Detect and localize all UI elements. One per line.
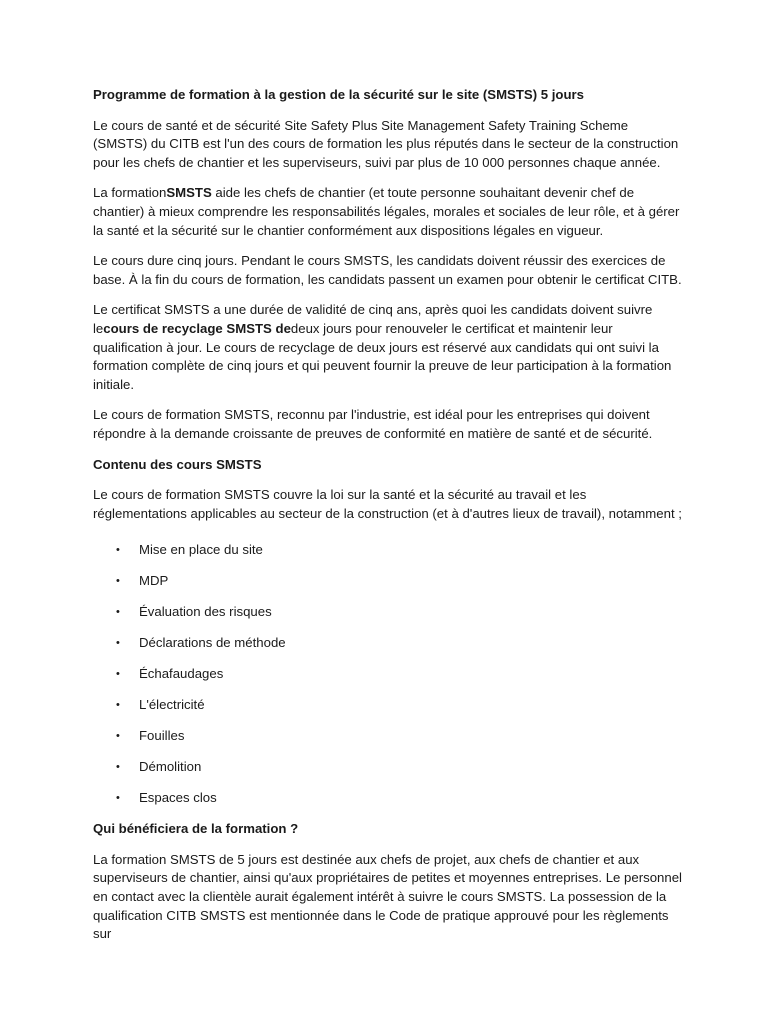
list-item bbox=[93, 634, 683, 665]
paragraph-text: Le certificat SMSTS a une durée de validité de cinq ans, après quoi les candidats doivent suivre le bbox=[93, 302, 653, 336]
list-item-label: L'électricité bbox=[139, 697, 205, 713]
section-heading-audience: Qui bénéficiera de la formation ? bbox=[93, 821, 299, 837]
bullet-icon: • bbox=[116, 668, 120, 681]
bullet-icon: • bbox=[116, 730, 120, 743]
list-item-label: Fouilles bbox=[139, 728, 185, 744]
document-body bbox=[93, 86, 683, 944]
list-item bbox=[93, 572, 683, 603]
paragraph-text: La formation bbox=[93, 185, 167, 201]
list-item bbox=[93, 696, 683, 727]
list-item bbox=[93, 789, 683, 820]
list-item-label: Démolition bbox=[139, 759, 202, 775]
list-item-label: Déclarations de méthode bbox=[139, 635, 286, 651]
intro-paragraph: Le cours de santé et de sécurité Site Safety Plus Site Management Safety Training Scheme (SMSTS) du CITB est l'un des cours de formation les plus réputés dans le secteur de la construction pour les chefs de chantier et les superviseurs, suivi par plus de 10 000 personnes chaque année. bbox=[93, 117, 679, 170]
list-item-label: Évaluation des risques bbox=[139, 604, 272, 620]
bullet-icon: • bbox=[116, 544, 120, 557]
paragraph-industry-recognition: Le cours de formation SMSTS, reconnu par l'industrie, est idéal pour les entreprises qui doivent répondre à la demande croissante de preuves de conformité en matière de santé et de sécurité. bbox=[93, 407, 653, 441]
topics-list bbox=[93, 541, 683, 820]
list-item bbox=[93, 541, 683, 572]
bullet-icon: • bbox=[116, 637, 120, 650]
list-item-label: Mise en place du site bbox=[139, 542, 263, 558]
bullet-icon: • bbox=[116, 699, 120, 712]
paragraph-audience: La formation SMSTS de 5 jours est destinée aux chefs de projet, aux chefs de chantier et aux superviseurs de chantier, ainsi qu'aux propriétaires de petites et moyennes entreprises. Le personnel en contact avec la clientèle aurait également intérêt à suivre le cours SMSTS. La possession de la qualification CITB SMSTS est mentionnée dans le Code de pratique approuvé pour les règlements sur bbox=[93, 851, 682, 942]
bold-text: cours de recyclage SMSTS de bbox=[103, 320, 291, 336]
list-item bbox=[93, 727, 683, 758]
document-title: Programme de formation à la gestion de la sécurité sur le site (SMSTS) 5 jours bbox=[93, 87, 585, 102]
list-item-label: MDP bbox=[139, 573, 169, 589]
section-heading-contents: Contenu des cours SMSTS bbox=[93, 456, 262, 472]
list-item bbox=[93, 665, 683, 696]
paragraph-contents-intro: Le cours de formation SMSTS couvre la loi sur la santé et la sécurité au travail et les réglementations applicables au secteur de la construction (et à d'autres lieux de travail), notamment ; bbox=[93, 487, 682, 521]
list-item bbox=[93, 603, 683, 634]
bold-text: SMSTS bbox=[166, 185, 212, 201]
paragraph-text: deux jours pour renouveler le certificat et maintenir leur qualification à jour. Le cours de recyclage de deux jours est réservé aux candidats qui ont suivi la formation complète de cinq jours et qui peuvent fournir la preuve de leur participation à la formation initiale. bbox=[93, 320, 672, 392]
paragraph-certificate-validity bbox=[93, 301, 683, 394]
bullet-icon: • bbox=[116, 761, 120, 774]
paragraph-smsts-purpose bbox=[93, 184, 683, 240]
list-item-label: Espaces clos bbox=[139, 790, 217, 806]
bullet-icon: • bbox=[116, 792, 120, 805]
bullet-icon: • bbox=[116, 575, 120, 588]
paragraph-course-duration: Le cours dure cinq jours. Pendant le cours SMSTS, les candidats doivent réussir des exercices de base. À la fin du cours de formation, les candidats passent un examen pour obtenir le certificat CITB. bbox=[93, 253, 682, 287]
list-item-label: Échafaudages bbox=[139, 666, 224, 682]
bullet-icon: • bbox=[116, 606, 120, 619]
list-item bbox=[93, 758, 683, 789]
paragraph-text: aide les chefs de chantier (et toute personne souhaitant devenir chef de chantier) à mieux comprendre les responsabilités légales, morales et sociales de leur rôle, et à gérer la santé et la sécurité sur le chantier conformément aux dispositions légales en vigueur. bbox=[93, 185, 680, 238]
